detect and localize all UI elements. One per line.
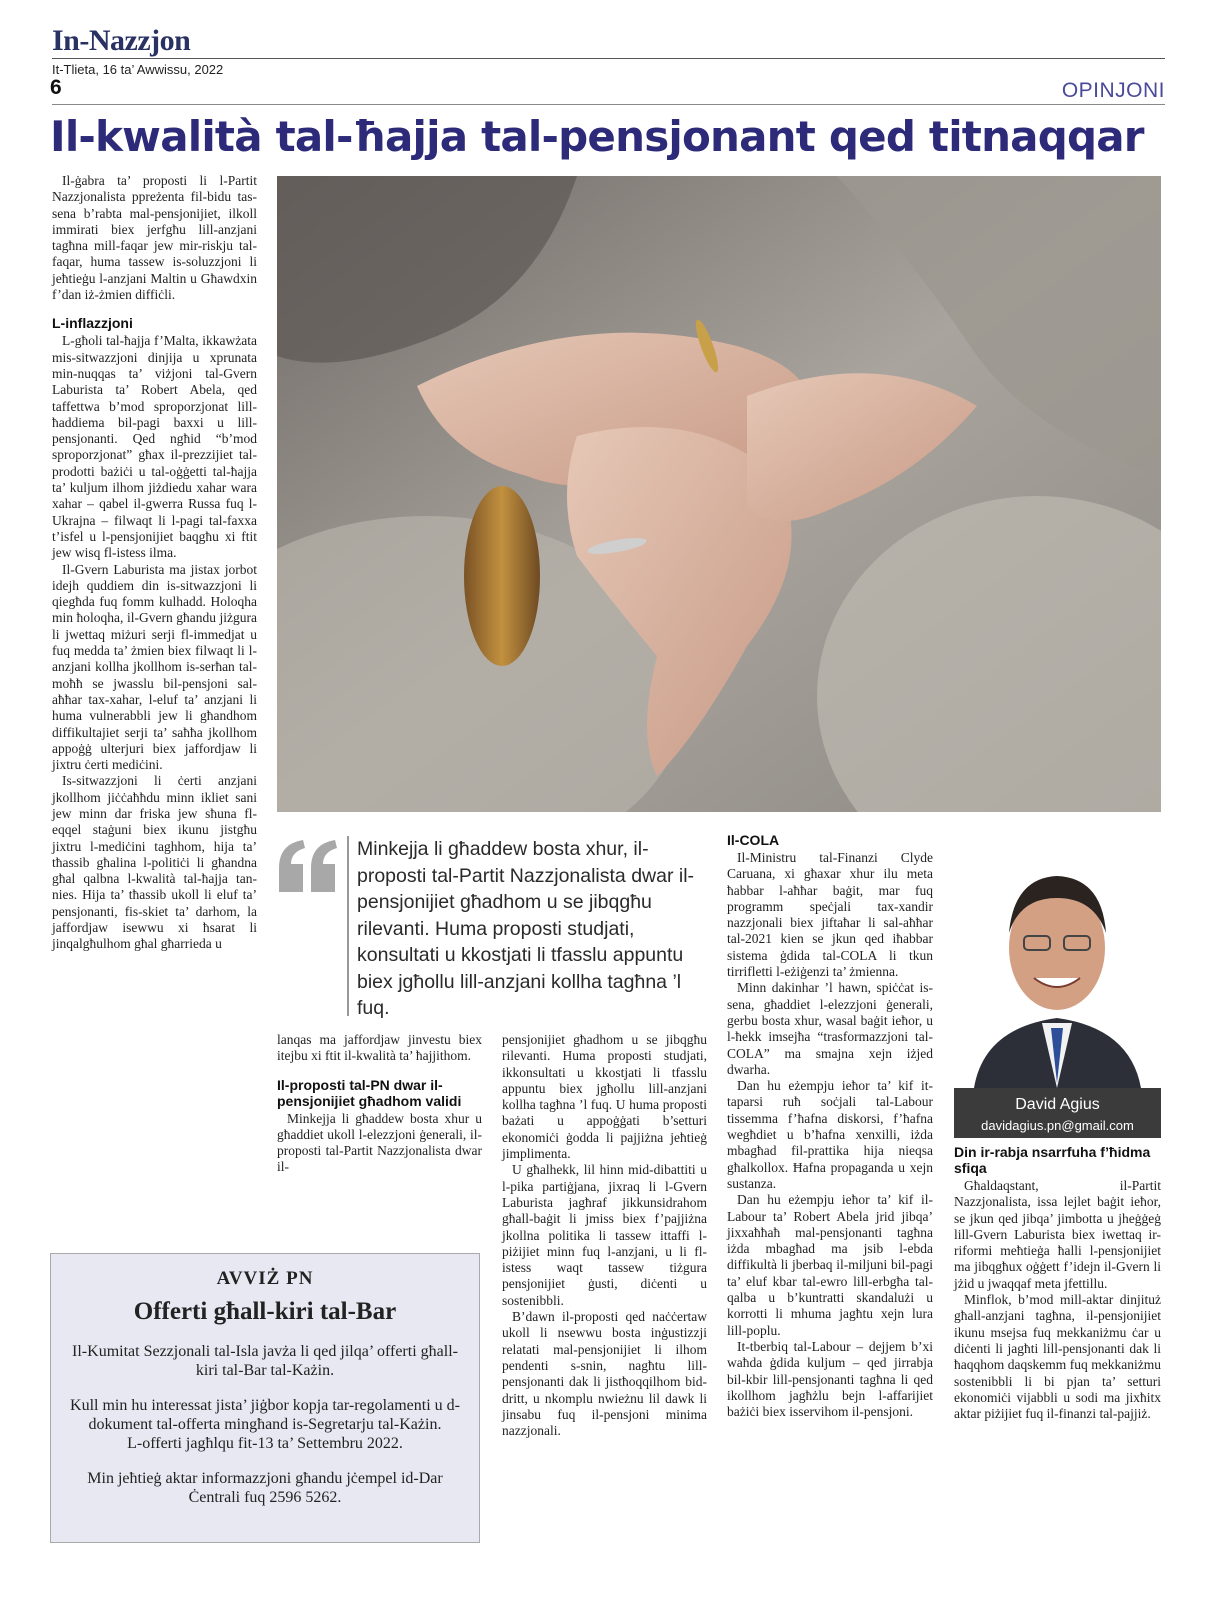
quote-mark-icon: [277, 838, 337, 894]
paragraph: L-għoli tal-ħajja f’Malta, ikkawżata mis-sitwazzjoni dinjija u xprunata min-nuqqas ta’ viżjoni tal-Gvern Laburista ta’ Robert Abela, qed taffettwa b’mod sproporzjonat lill-ħaddiema bil-pagi baxxi u lill-pensjonanti. Qed ngħid “b’mod sproporzjonat” għax il-prezzijiet tal-prodotti bażiċi u tal-oġġetti tal-ħajja ta’ kuljum ilhom jiżdiedu xahar wara xahar – qabel il-gwerra Russa fuq l-Ukrajna – filwaqt li l-pagi tal-faxxa t’isfel u l-pensjonijiet baqgħu xi ftit jew wisq fl-istess ilma.: [52, 333, 257, 561]
intro-paragraph: Il-ġabra ta’ proposti li l-Partit Nazzjonalista ppreżenta fil-bidu tas-sena b’rabta mal-pensjonijiet, ilkoll immirati biex jerfgħu lill-anzjani tagħna mill-faqar jew mir-riskju tal-faqar, huma tassew is-soluzzjoni li jeħtieġu l-anzjani Maltin u Għawdxin f’dan iż-żmien diffiċli.: [52, 173, 257, 303]
pull-quote-text: Minkejja li għaddew bosta xhur, il-proposti tal-Partit Nazzjonalista dwar il-pensjonijiet għadhom u se jibqgħu rilevanti. Huma proposti studjati, konsultati u kkostjati li tfasslu appuntu biex jgħollu lill-anzjani kollha tagħna ’l fuq.: [357, 838, 695, 1019]
article-photo-elderly-hands: [277, 176, 1161, 812]
pn-notice-box: [50, 1253, 480, 1543]
author-email[interactable]: davidagius.pn@gmail.com: [981, 1118, 1134, 1133]
header-divider: [52, 58, 1165, 59]
paragraph: Minn dakinhar ’l hawn, spiċċat is-sena, għaddiet l-elezzjoni ġenerali, gerbu bosta xhur, wasal baġit ieħor, u l-ħekk imsejħa “trasformazzjoni tal-COLA” ma smajna xejn iżjed dwarha.: [727, 980, 933, 1077]
notice-subtitle: Offerti għall-kiri tal-Bar: [133, 1298, 397, 1325]
section-label: OPINJONI: [1061, 79, 1165, 102]
paragraph: Dan hu eżempju ieħor ta’ kif it-taparsi ruħ soċjali tal-Labour tissemma f’ħafna diskorsi, f’ħafna wegħdiet u b’ħafna xenxilli, iżda mbagħad fil-prattika hija nieqsa għalkollox. Ħafna propaganda u xejn sustanza.: [727, 1078, 933, 1191]
paragraph: Minflok, b’mod mill-aktar dinjituż għall-anzjani tagħna, il-pensjonijiet ikunu msejsa fuq mekkaniżmu ċar u diċenti li jagħti lill-pensjonanti dak li ħaqqhom daqskemm fuq mekkaniżmu sostenibbli li bi pjan ta’ setturi ekonomiċi vijabbli u sodi ma jixħitx aktar piżijiet fuq il-finanzi tal-pajjiż.: [954, 1292, 1161, 1422]
masthead-logo: In-Nazzjon: [52, 24, 191, 57]
subheading-cola: Il-COLA: [727, 832, 780, 848]
column-4: [727, 832, 933, 1420]
pull-quote: [277, 836, 707, 1026]
column-5: [954, 1144, 1161, 1422]
author-name: David Agius: [1015, 1096, 1100, 1113]
column-2: [277, 1032, 482, 1176]
notice-paragraph: Kull min hu interessat jista’ jiġbor kopja tar-regolamenti u d-dokument tal-offerta mingħand is-Segretarju tal-Każin.: [70, 1397, 460, 1433]
subheading-rabja: Din ir-rabja nsarrfuha f’ħidma sfiqa: [954, 1144, 1151, 1176]
notice-deadline: L-offerti jagħlqu fit-13 ta’ Settembru 2022.: [127, 1435, 403, 1452]
quote-rule: [347, 836, 349, 1016]
notice-contact: Min jeħtieġ aktar informazzjoni għandu jċempel id-Dar Ċentrali fuq 2596 5262.: [87, 1470, 443, 1506]
paragraph: pensjonijiet għadhom u se jibqgħu rilevanti. Huma proposti studjati, ikkonsultati u kkostjati li tfasslu appuntu biex jgħollu lill-anzjani kollha tagħna ’l fuq. U huma proposti bażati u appoġġati b’setturi ekonomiċi ġodda li pajjiżna jeħtieġ jimplimenta.: [502, 1032, 707, 1162]
hands-illustration: [277, 176, 1161, 812]
column-1: [52, 173, 257, 953]
paragraph: Il-Gvern Laburista ma jistax jorbot idejh quddiem din is-sitwazzjoni li qiegħda fuq fomm kulhadd. Holoqha min ħoloqha, il-Gvern għandu jiżgura li jwettaq miżuri serji fl-immedjat u fuq medda ta’ żmien biex filwaqt li l-anzjani kollha jkollhom is-serħan tal-moħħ se jwasslu bil-pensjoni sal-aħħar tax-xahar, l-eluf ta’ anzjani li huma vulnerabbli jew li għandhom diffikultajiet serji ta’ saħħa jkollhom appoġġ ulterjuri biex jaffordjaw li jixtru ċerti mediċini.: [52, 561, 257, 773]
page-number: 6: [50, 76, 62, 99]
author-photo: [954, 838, 1161, 1088]
paragraph: B’dawn il-proposti qed naċċertaw ukoll li nsewwu bosta inġustizzji relatati mal-pensjonijiet li ilhom pendenti s-snin, nagħtu lill-pensjonanti dak li jistħoqqilhom bid-dritt, u nkomplu nwieżnu lil dawk li jinsabu fuq il-pensjoni minima nazzjonali.: [502, 1309, 707, 1439]
subheading-proposti: Il-proposti tal-PN dwar il-pensjonijiet għadhom validi: [277, 1076, 462, 1109]
subheading-inflazzjoni: L-inflazzjoni: [52, 315, 133, 332]
issue-date: It-Tlieta, 16 ta’ Awwissu, 2022: [52, 62, 224, 77]
notice-paragraph: Il-Kumitat Sezzjonali tal-Isla javża li qed jilqa’ offerti għall-kiri tal-Bar tal-Każin.: [72, 1343, 458, 1379]
paragraph: lanqas ma jaffordjaw jinvestu biex itejbu xi ftit il-kwalità ta’ ħajjithom.: [277, 1032, 482, 1064]
paragraph: Għaldaqstant, il-Partit Nazzjonalista, issa lejlet baġit ieħor, se jkun qed jibqa’ jimbotta u jheġġeġ lill-Gvern Laburista biex iwettaq ir-riformi meħtieġa ħalli l-pensjonijiet ma jibqgħux oġġett f’idejn il-Gvern li jżid u jwaqqaf meta jfettillu.: [954, 1178, 1161, 1291]
section-divider: [52, 104, 1165, 105]
author-box: [954, 838, 1161, 1138]
paragraph: Minkejja li għaddew bosta xhur u għaddiet ukoll l-elezzjoni ġenerali, il-proposti tal-Partit Nazzjonalista dwar il-: [277, 1110, 482, 1175]
notice-title: AVVIŻ PN: [216, 1268, 314, 1289]
paragraph: U għalhekk, lil hinn mid-dibattiti u l-pika partiġjana, jixraq li l-Gvern Laburista jagħraf jikkunsidrahom għall-baġit li jmiss biex f’pajjiżna jkollna politika li tassew ittaffi l-piżijiet minn fuq l-anzjani, u li fl-istess waqt tassew tiżgura pensjonijiet ġusti, diċenti u sostenibbli.: [502, 1162, 707, 1308]
paragraph: Il-Ministru tal-Finanzi Clyde Caruana, xi għaxar xhur ilu meta ħabbar l-aħħar baġit, mar fuq programm speċjali tax-xandir nazzjonali biex jiftaħar li sal-aħħar tal-2021 kien se jkun qed iħabbar sistema ġdida tal-COLA li tkun tirrifletti l-eżiġenzi ta’ żmienna.: [727, 850, 933, 980]
paragraph: Is-sitwazzjoni li ċerti anzjani jkollhom jiċċaħħdu minn ikliet sani jew minn dar friska jew sħuna fl-eqqel staġuni biex ikunu jistgħu jixtru l-mediċini taghhom, hija ta’ tħassib għalina l-politiċi li għandna għal qalbna l-kwalità tal-ħajja tan-nies. Hija ta’ tħassib ukoll li eluf ta’ pensjonanti, fis-skiet ta’ darhom, la jaffordjaw isewwu xi ħsarat li jinqalgħulhom għal għarrieda u: [52, 773, 257, 952]
paragraph: Dan hu eżempju ieħor ta’ kif il-Labour ta’ Robert Abela jrid jibqa’ jixxaħħaħ mal-pensjonanti tagħna iżda mbagħad ma jsib l-ebda diffikultà li jberbaq il-miljuni bil-pagi ta’ eluf kbar tal-ewro lill-erbgħa tal-qalba u b’kuntratti skandalużi u korrotti li mhuma jagħtu xejn lura lill-poplu.: [727, 1192, 933, 1338]
column-3: [502, 1032, 707, 1439]
article-headline: Il-kwalità tal-ħajja tal-pensjonant qed titnaqqar: [50, 112, 1144, 161]
paragraph: It-tberbiq tal-Labour – dejjem b’xi waħda ġdida kuljum – qed jirrabja bil-kbir lill-pensjonanti tagħna li qed ikollhom jagħżlu bejn l-affarijiet bażiċi biex isservihom il-pensjoni.: [727, 1338, 933, 1420]
